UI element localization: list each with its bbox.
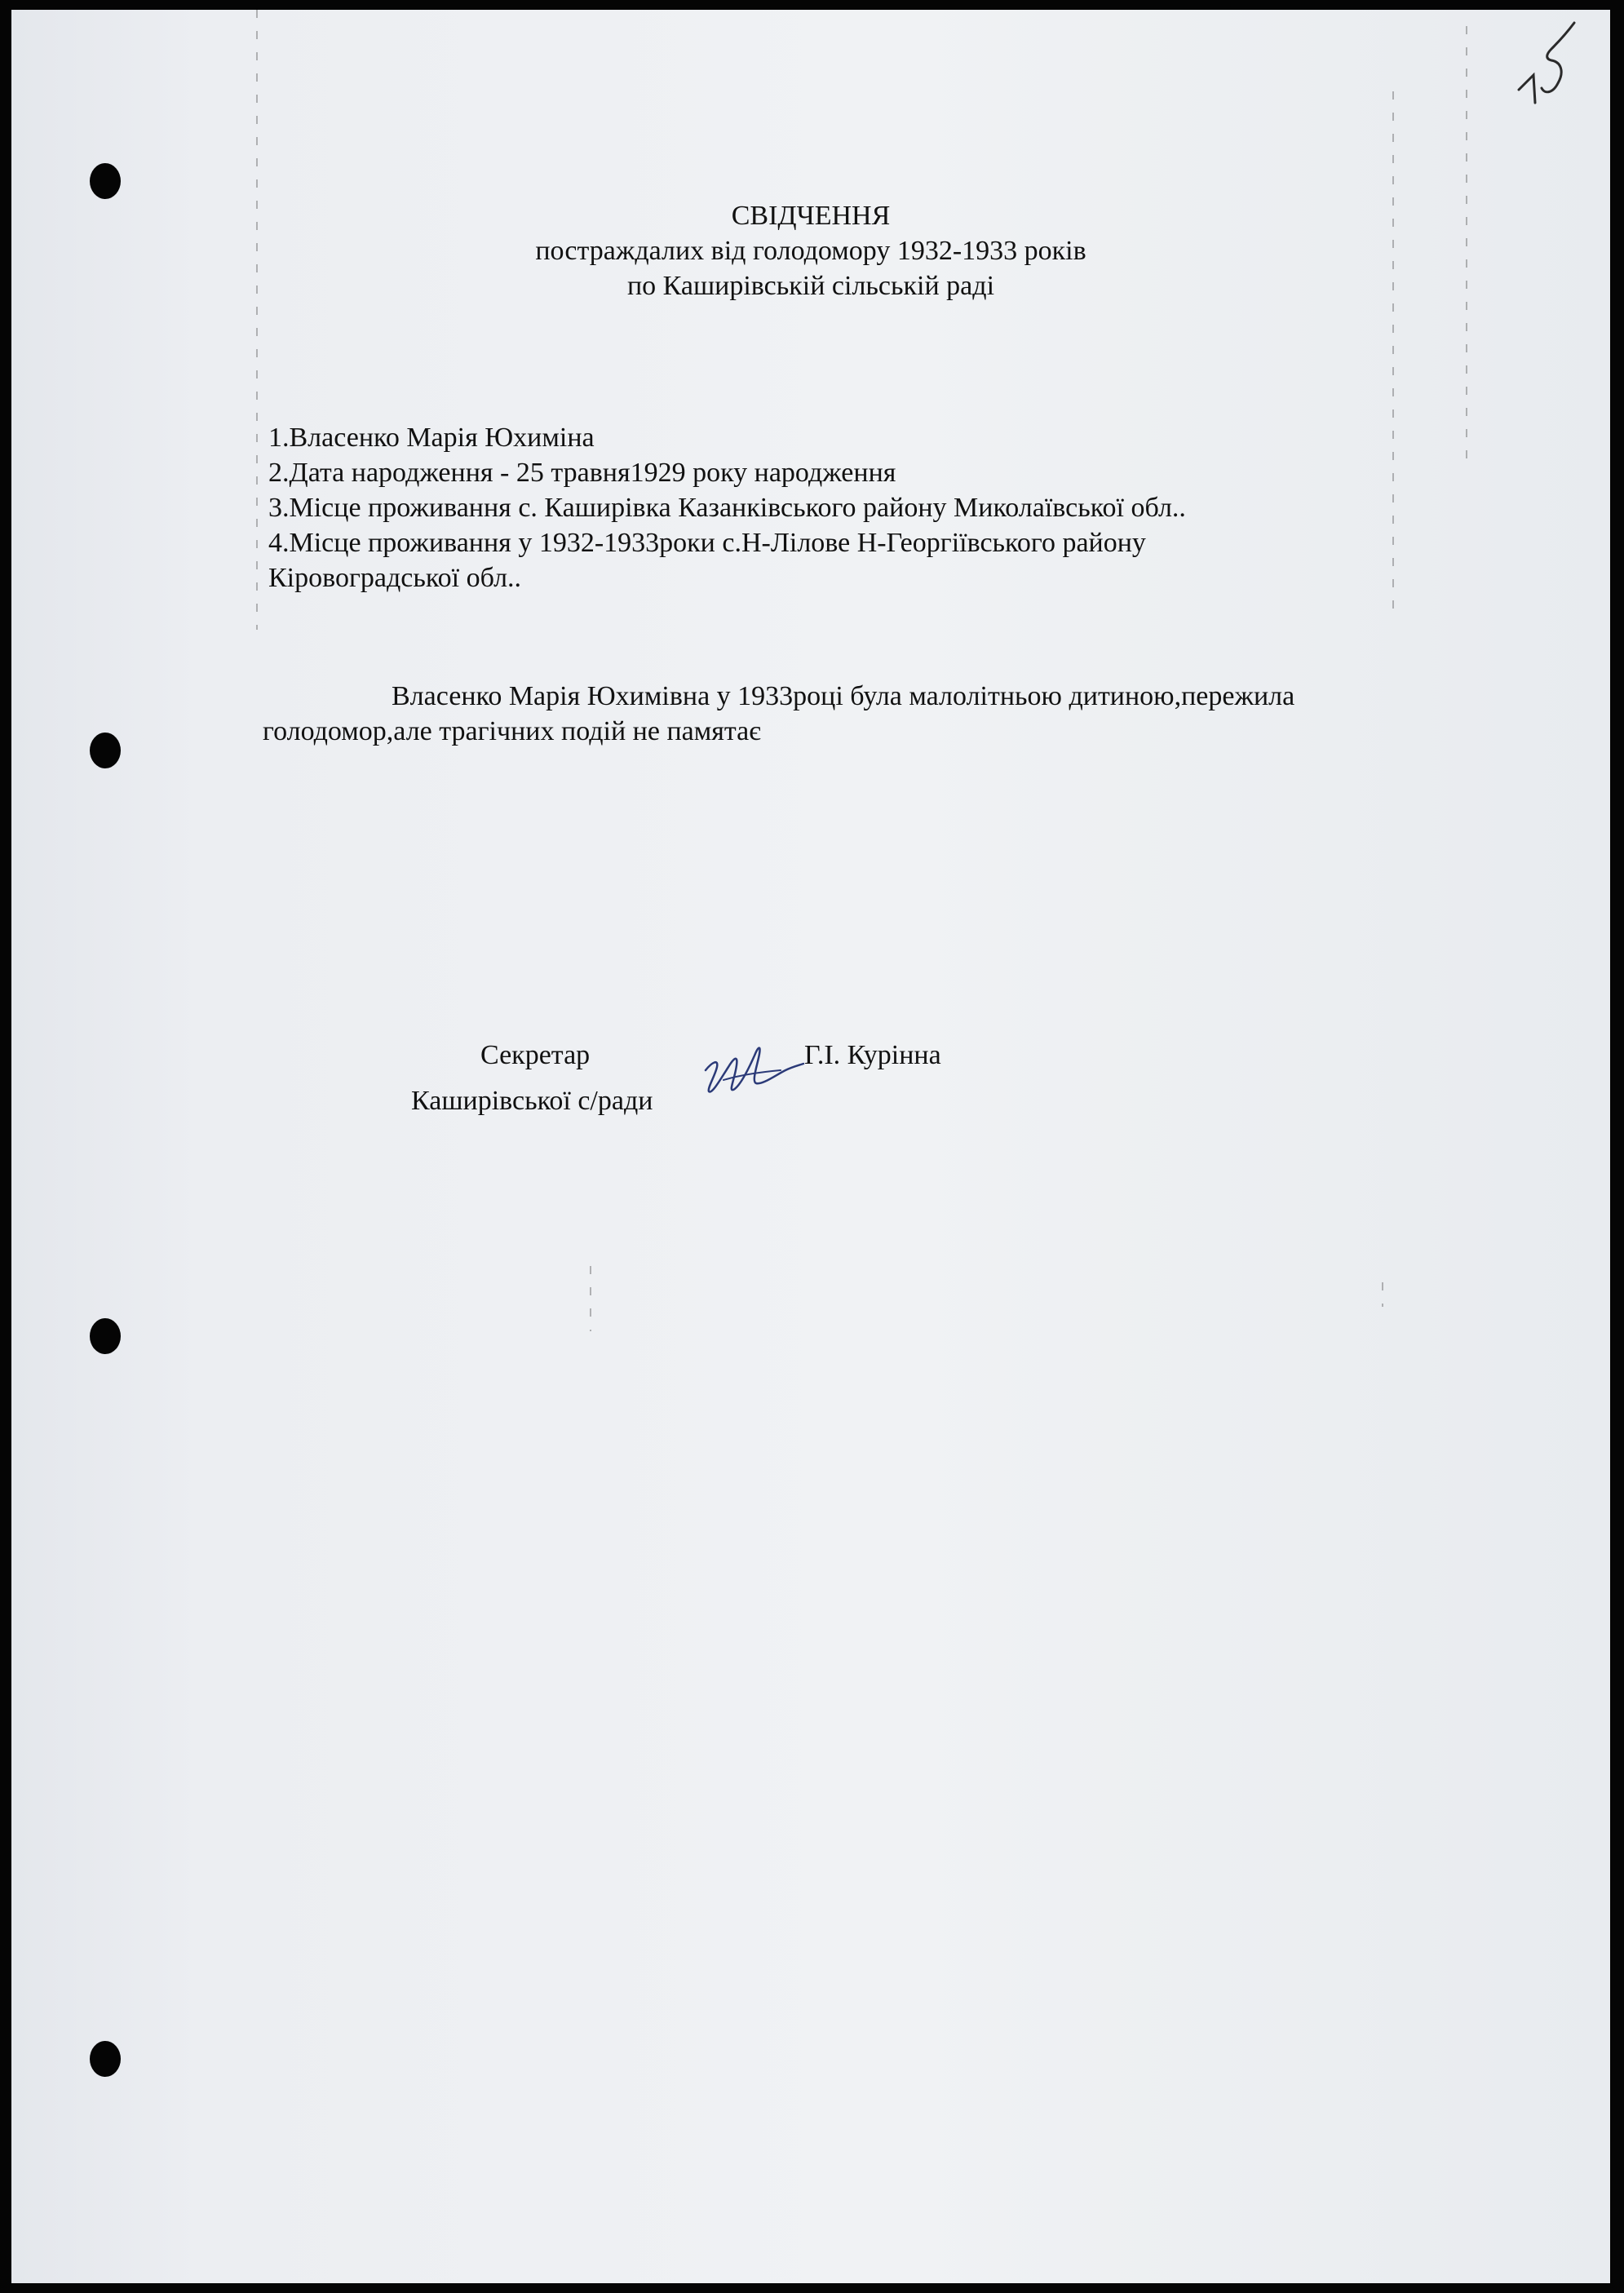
scan-fold-line-left	[256, 10, 258, 630]
punch-hole-4	[90, 2041, 121, 2077]
document-page	[11, 10, 1610, 2283]
signer-position-line-1: Секретар	[480, 1040, 591, 1070]
document-subtitle-line-1: постраждалих від голодомору 1932-1933 років	[535, 236, 1086, 266]
handwritten-signature	[701, 1038, 807, 1111]
document-title: СВІДЧЕННЯ	[731, 201, 891, 231]
punch-hole-3	[90, 1318, 121, 1354]
field-residence: 3.Місце проживання с. Каширівка Казанківського району Миколаївської обл..	[268, 493, 1186, 523]
field-birth-date: 2.Дата народження - 25 травня1929 року народження	[268, 458, 896, 488]
punch-hole-2	[90, 733, 121, 768]
document-subtitle-line-2: по Каширівській сільській раді	[626, 271, 995, 301]
signer-position-line-2: Каширівської с/ради	[411, 1086, 653, 1116]
handwritten-page-number	[1511, 18, 1584, 108]
punch-hole-1	[90, 163, 121, 199]
scan-fold-line-right	[1392, 91, 1394, 613]
field-residence-1932-1933: 4.Місце проживання у 1932-1933роки с.Н-Лілове Н-Георгіївського району	[268, 528, 1146, 558]
testimony-line-1: Власенко Марія Юхимівна у 1933році була малолітньою дитиною,пережила	[392, 681, 1295, 711]
testimony-line-2: голодомор,але трагічних подій не памятає	[263, 716, 761, 746]
signer-name: Г.І. Курінна	[804, 1040, 941, 1070]
field-residence-1932-1933-cont: Кіровоградської обл..	[268, 563, 522, 593]
scan-mark-right	[1382, 1282, 1383, 1307]
scan-mark-mid	[590, 1266, 591, 1331]
field-name: 1.Власенко Марія Юхиміна	[268, 423, 595, 453]
